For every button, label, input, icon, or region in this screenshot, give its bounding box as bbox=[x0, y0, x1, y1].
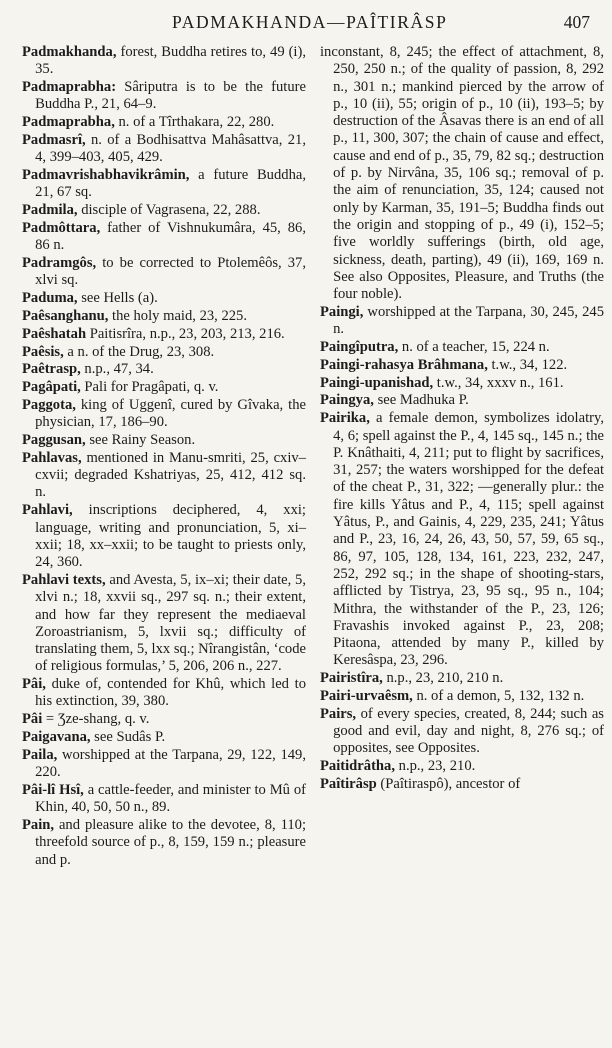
entry-text: the holy maid, 23, 225. bbox=[108, 307, 248, 324]
index-entry bbox=[320, 44, 604, 303]
entry-text: n.p., 23, 210, 210 n. bbox=[382, 670, 504, 687]
index-entry bbox=[320, 688, 604, 705]
entry-headword: Padmavrishabhavikrâmin, bbox=[22, 167, 190, 184]
entry-text: t.w., 34, 122. bbox=[487, 356, 568, 373]
entry-text: n.p., 47, 34. bbox=[80, 361, 154, 378]
index-entry bbox=[320, 304, 604, 339]
running-head: PADMAKHANDA—PAÎTIRÂSP bbox=[172, 12, 448, 32]
index-entry bbox=[22, 450, 306, 502]
index-entry bbox=[320, 776, 604, 793]
entry-headword: Paigavana, bbox=[22, 729, 91, 746]
entry-headword: Pâi bbox=[22, 711, 43, 728]
entry-text: a female demon, symbolizes idolatry, 4, 6; spell against the P., 4, 145 sq., 145 n.; the P. Knâthaiti, 4, 211; put to flight by sacrifices, 31, 257; the waters worshipped for the defeat of the cheat P., 31, 322; —generally plur.: the fire kills Yâtus and P., 4, 115; spell against Yâtus, P., and Gainis, 4, 229, 235, 241; Yâtus and P., 23, 16, 24, 26, 43, 50, 57, 59, 65 sq., 86, 97, 105, 128, 134, 161, 223, 232, 247, 252, 292 sq.; in the shape of shooting-stars, afflicted by Tistrya, 23, 95 sq., 95 n., 104; Mithra, the withstander of the P., 23, 126; Fravashis invoked against P., 23, 208; Pitaona, attended by many P., killed by Keresâspa, 23, 296. bbox=[333, 410, 604, 669]
entry-text: father of Vishnukumâra, 45, 86, 86 n. bbox=[35, 219, 306, 254]
entry-text: to be corrected to Ptolemêôs, 37, xlvi sq. bbox=[35, 255, 306, 289]
entry-headword: Padmasrî, bbox=[22, 131, 86, 148]
index-entry bbox=[22, 114, 306, 131]
index-entry bbox=[22, 747, 306, 782]
entry-headword: Paitidrâtha, bbox=[320, 758, 395, 775]
entry-text: a n. of the Drug, 23, 308. bbox=[63, 343, 215, 360]
index-entry bbox=[22, 397, 306, 432]
entry-text: and Avesta, 5, ix–xi; their date, 5, xlvi n.; 18, xxvii sq., 297 sq. n.; their extent, and how far they represent the mediaeval Zoroastrianism, 5, lxvii sq.; difficulty of translating them, 5, lxx sq.; Nîrangistân, ‘code of religious formulas,’ 5, 206, 206 n., 227. bbox=[35, 571, 306, 675]
index-entry bbox=[320, 375, 604, 392]
entry-headword: Paêsis, bbox=[22, 343, 64, 360]
entry-headword: Paingi-rahasya Brâhmana, bbox=[320, 356, 488, 373]
entry-text: = Ʒze-shang, q. v. bbox=[42, 711, 150, 728]
entry-text: n. of a demon, 5, 132, 132 n. bbox=[412, 687, 585, 704]
entry-text: of every species, created, 8, 244; such as good and evil, day and night, 8, 276 sq.; of opposites, see Opposites. bbox=[333, 705, 604, 757]
index-entry bbox=[22, 379, 306, 396]
entry-text: see Sudâs P. bbox=[90, 729, 166, 746]
index-entry bbox=[320, 410, 604, 669]
entry-text: n. of a teacher, 15, 224 n. bbox=[398, 339, 550, 356]
entry-text: see Hells (a). bbox=[77, 290, 158, 307]
index-entry bbox=[320, 392, 604, 409]
index-entry bbox=[22, 132, 306, 167]
entry-text: see Rainy Season. bbox=[85, 432, 196, 449]
entry-headword: Paggota, bbox=[22, 396, 76, 413]
index-entry bbox=[320, 758, 604, 775]
entry-headword: Paingi, bbox=[320, 303, 364, 320]
index-entry bbox=[22, 220, 306, 255]
right-column bbox=[320, 44, 604, 869]
entry-headword: Padmila, bbox=[22, 202, 78, 219]
index-entry bbox=[22, 290, 306, 307]
index-entry bbox=[320, 339, 604, 356]
entry-headword: Pairi-urvaêsm, bbox=[320, 687, 413, 704]
entry-text: see Madhuka P. bbox=[373, 392, 469, 409]
index-entry bbox=[22, 255, 306, 290]
entry-headword: Pairistîra, bbox=[320, 670, 383, 687]
entry-headword: Pâi, bbox=[22, 676, 46, 693]
index-entry bbox=[22, 361, 306, 378]
entry-headword: Paingîputra, bbox=[320, 339, 399, 356]
index-entry bbox=[22, 79, 306, 114]
index-entry bbox=[320, 670, 604, 687]
left-column bbox=[22, 44, 306, 869]
entry-headword: Paingya, bbox=[320, 392, 374, 409]
entry-text: and pleasure alike to the devotee, 8, 110; threefold source of p., 8, 159, 159 n.; pleasure and p. bbox=[35, 817, 306, 868]
entry-headword: Pahlavas, bbox=[22, 449, 82, 466]
entry-text: forest, Buddha retires to, 49 (i), 35. bbox=[35, 44, 306, 78]
entry-text: a future Buddha, 21, 67 sq. bbox=[35, 167, 306, 201]
index-entry bbox=[22, 676, 306, 711]
entry-text: inconstant, 8, 245; the effect of attachment, 8, 250, 250 n.; of the quality of passion, 8, 292 n., 301 n.; mankind pierced by the arrow of p., 10 (ii), 55; origin of p., 10 (ii), 193–5; by destruction of the Âsavas there is an end of all p., 11, 300, 307; the chain of cause and effect, cause and end of p., 35, 79, 82 sq.; destruction of p. by Nirvâna, 35, 106 sq.; removal of p. the aim of renunciation, 35, 124; caused not only by Karman, 35, 191–5; Buddha finds out the origin and stopping of p., 49 (i), 152–5; five worldly sufferings (birth, old age, sickness, death, parting), 49 (ii), 169, 169 n. See also Opposites, Pleasure, and Truths (the four noble). bbox=[320, 44, 604, 303]
entry-text: Pali for Pragâpati, q. v. bbox=[80, 379, 219, 396]
entry-headword: Paêsanghanu, bbox=[22, 307, 109, 324]
entry-headword: Padmôttara, bbox=[22, 219, 101, 236]
index-entry bbox=[320, 357, 604, 374]
entry-headword: Padmaprabha, bbox=[22, 114, 115, 131]
index-entry bbox=[22, 711, 306, 728]
index-entry bbox=[22, 729, 306, 746]
index-entry bbox=[22, 782, 306, 817]
index-entry bbox=[22, 572, 306, 676]
entry-text: worshipped at the Tarpana, 29, 122, 149, 220. bbox=[35, 746, 306, 781]
entry-text: king of Uggenî, cured by Gîvaka, the physician, 17, 186–90. bbox=[35, 396, 306, 431]
page-header bbox=[22, 12, 604, 44]
entry-headword: Pagâpati, bbox=[22, 379, 81, 396]
index-entry bbox=[22, 326, 306, 343]
entry-headword: Pâi-lî Hsî, bbox=[22, 781, 84, 798]
entry-headword: Paîtirâsp bbox=[320, 775, 377, 792]
entry-headword: Padmaprabha: bbox=[22, 79, 117, 96]
entry-text: (Paîtiraspô), ancestor of bbox=[376, 775, 521, 792]
entry-text: duke of, contended for Khû, which led to his extinction, 39, 380. bbox=[35, 676, 306, 710]
entry-headword: Padmakhanda, bbox=[22, 44, 117, 60]
index-entry bbox=[22, 44, 306, 79]
entry-text: Paitisrîra, n.p., 23, 203, 213, 216. bbox=[86, 325, 285, 342]
entry-headword: Pahlavi texts, bbox=[22, 571, 106, 588]
index-entry bbox=[22, 502, 306, 571]
entry-headword: Paila, bbox=[22, 746, 58, 763]
entry-text: inscriptions deciphered, 4, xxi; language, writing and pronunciation, 5, xi–xxii; 18, xx–xxii; to be taught to priests only, 24, 360. bbox=[35, 502, 306, 571]
index-entry bbox=[22, 432, 306, 449]
entry-headword: Padramgôs, bbox=[22, 255, 97, 272]
entry-headword: Paduma, bbox=[22, 290, 78, 307]
entry-headword: Paingi-upanishad, bbox=[320, 374, 434, 391]
index-entry bbox=[22, 308, 306, 325]
index-columns bbox=[22, 44, 604, 869]
entry-text: Sâriputra is to be the future Buddha P., 21, 64–9. bbox=[35, 79, 306, 113]
entry-headword: Pain, bbox=[22, 817, 55, 834]
index-entry bbox=[320, 706, 604, 758]
entry-text: n. of a Tîrthakara, 22, 280. bbox=[114, 114, 275, 131]
entry-headword: Pahlavi, bbox=[22, 502, 73, 519]
entry-text: a cattle-feeder, and minister to Mû of Khin, 40, 50, 50 n., 89. bbox=[35, 781, 307, 816]
entry-text: disciple of Vagrasena, 22, 288. bbox=[77, 202, 261, 219]
entry-text: t.w., 34, xxxv n., 161. bbox=[433, 374, 564, 391]
entry-headword: Pairs, bbox=[320, 705, 357, 722]
page-number: 407 bbox=[563, 12, 590, 32]
entry-text: mentioned in Manu-smriti, 25, cxiv–cxvii; degraded Kshatriyas, 25, 412, 412 sq. n. bbox=[35, 449, 306, 501]
entry-headword: Paggusan, bbox=[22, 432, 86, 449]
entry-headword: Paêtrasp, bbox=[22, 361, 81, 378]
entry-text: worshipped at the Tarpana, 30, 245, 245 n. bbox=[333, 303, 604, 338]
entry-headword: Paêshatah bbox=[22, 325, 87, 342]
entry-text: n.p., 23, 210. bbox=[395, 758, 476, 775]
entry-headword: Pairika, bbox=[320, 410, 370, 427]
entry-text: n. of a Bodhisattva Mahâsattva, 21, 4, 399–403, 405, 429. bbox=[35, 131, 306, 166]
index-entry bbox=[22, 817, 306, 869]
index-entry bbox=[22, 167, 306, 202]
index-entry bbox=[22, 202, 306, 219]
index-entry bbox=[22, 344, 306, 361]
